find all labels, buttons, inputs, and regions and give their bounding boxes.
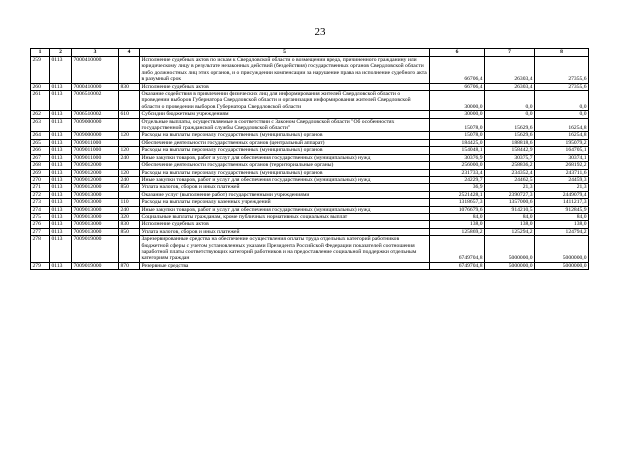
description-cell: Социальные выплаты гражданам, кроме публичных нормативных социальных выплат xyxy=(140,213,430,220)
amount-year3-cell: 5000000,0 xyxy=(535,262,589,269)
amount-year2-cell: 15629,6 xyxy=(485,118,535,132)
row-number-cell: 273 xyxy=(31,199,50,206)
table-row xyxy=(31,206,589,213)
amount-year2-cell: 5000000,0 xyxy=(485,262,535,269)
description-cell: Расходы на выплаты персоналу казенных учреждений xyxy=(140,199,430,206)
description-cell: Уплата налогов, сборов и иных платежей xyxy=(140,184,430,191)
row-number-cell: 277 xyxy=(31,228,50,235)
expense-type-cell: 240 xyxy=(119,176,140,183)
amount-year1-cell: 30376,9 xyxy=(430,154,485,161)
amount-year3-cell: 16254,8 xyxy=(535,132,589,139)
target-code-cell: 7009000000 xyxy=(72,132,119,139)
table-row xyxy=(31,184,589,191)
row-number-cell: 259 xyxy=(31,57,50,84)
table-row xyxy=(31,221,589,228)
amount-year1-cell: 1076679,6 xyxy=(430,206,485,213)
row-number-cell: 261 xyxy=(31,91,50,111)
amount-year2-cell: 26303,4 xyxy=(485,57,535,84)
amount-year1-cell: 24229,7 xyxy=(430,176,485,183)
amount-year1-cell: 1318657,3 xyxy=(430,199,485,206)
table-row xyxy=(31,154,589,161)
amount-year1-cell: 2521428,1 xyxy=(430,191,485,198)
amount-year2-cell: 188818,6 xyxy=(485,139,535,146)
section-code-cell: 0113 xyxy=(50,206,72,213)
description-cell: Расходы на выплаты персоналу государственных (муниципальных) органов xyxy=(140,169,430,176)
row-number-cell: 271 xyxy=(31,184,50,191)
column-header: 7 xyxy=(485,49,535,57)
amount-year2-cell: 158442,9 xyxy=(485,147,535,154)
header-row xyxy=(31,49,589,57)
amount-year2-cell: 0,0 xyxy=(485,91,535,111)
expense-type-cell: 850 xyxy=(119,228,140,235)
target-code-cell: 7009013000 xyxy=(72,199,119,206)
target-code-cell: 7009011000 xyxy=(72,154,119,161)
section-code-cell: 0113 xyxy=(50,147,72,154)
amount-year1-cell: 36,9 xyxy=(430,184,485,191)
description-cell: Исполнение судебных актов xyxy=(140,221,430,228)
expense-type-cell: 240 xyxy=(119,206,140,213)
expense-type-cell: 610 xyxy=(119,111,140,118)
amount-year2-cell: 125294,2 xyxy=(485,228,535,235)
amount-year1-cell: 138,0 xyxy=(430,221,485,228)
description-cell: Расходы на выплаты персоналу государственных (муниципальных) органов xyxy=(140,147,430,154)
section-code-cell: 0113 xyxy=(50,132,72,139)
amount-year1-cell: 84,0 xyxy=(430,213,485,220)
amount-year2-cell: 1357000,6 xyxy=(485,199,535,206)
table-row xyxy=(31,111,589,118)
amount-year3-cell: 24459,3 xyxy=(535,176,589,183)
row-number-cell: 279 xyxy=(31,262,50,269)
amount-year2-cell: 15629,6 xyxy=(485,132,535,139)
expense-type-cell: 240 xyxy=(119,154,140,161)
column-header: 6 xyxy=(430,49,485,57)
amount-year1-cell: 15078,0 xyxy=(430,118,485,132)
column-header: 2 xyxy=(50,49,72,57)
amount-year1-cell: 184425,0 xyxy=(430,139,485,146)
target-code-cell: 7000410000 xyxy=(72,83,119,90)
table-row xyxy=(31,169,589,176)
description-cell: Зарезервированные средства на обеспечение осуществления оплаты труда отдельных категорий работников бюджетной сферы с учетом установленных указами Президента Российской Федерации показателей соотношения заработной платы соответствующих категорий работников и на предоставление социальной поддержки отдельным категориям граждан xyxy=(140,236,430,263)
amount-year1-cell: 66706,4 xyxy=(430,57,485,84)
section-code-cell: 0113 xyxy=(50,236,72,263)
table-row xyxy=(31,236,589,263)
amount-year3-cell: 268192,2 xyxy=(535,162,589,169)
table-row xyxy=(31,83,589,90)
row-number-cell: 269 xyxy=(31,169,50,176)
row-number-cell: 275 xyxy=(31,213,50,220)
row-number-cell: 274 xyxy=(31,206,50,213)
amount-year1-cell: 15078,0 xyxy=(430,132,485,139)
description-cell: Исполнение судебных актов по искам к Свердловской области о возмещении вреда, причиненного гражданину или юридическому лицу в результате незаконных действий (бездействия) государственных органов Свердловской области либо должностных лиц этих органов, и о присуждении компенсации за нарушение права на исполнение судебного акта в разумный срок xyxy=(140,57,430,84)
target-code-cell: 7009019000 xyxy=(72,236,119,263)
description-cell: Расходы на выплаты персоналу государственных (муниципальных) органов xyxy=(140,132,430,139)
amount-year2-cell: 24462,5 xyxy=(485,176,535,183)
amount-year1-cell: 66706,4 xyxy=(430,83,485,90)
target-code-cell: 7009012000 xyxy=(72,169,119,176)
amount-year1-cell: 30000,0 xyxy=(430,111,485,118)
section-code-cell: 0113 xyxy=(50,162,72,169)
expense-type-cell: 120 xyxy=(119,132,140,139)
row-number-cell: 272 xyxy=(31,191,50,198)
target-code-cell: 7009013000 xyxy=(72,213,119,220)
expense-type-cell: 830 xyxy=(119,83,140,90)
target-code-cell: 7009011000 xyxy=(72,147,119,154)
expense-type-cell xyxy=(119,57,140,84)
expense-type-cell: 120 xyxy=(119,147,140,154)
table-row xyxy=(31,213,589,220)
table-row xyxy=(31,132,589,139)
target-code-cell: 7009012000 xyxy=(72,176,119,183)
section-code-cell: 0113 xyxy=(50,118,72,132)
page-number: 23 xyxy=(314,26,326,38)
expense-type-cell xyxy=(119,91,140,111)
row-number-cell: 268 xyxy=(31,162,50,169)
amount-year2-cell: 138,0 xyxy=(485,221,535,228)
expense-type-cell: 830 xyxy=(119,221,140,228)
amount-year3-cell: 164705,1 xyxy=(535,147,589,154)
section-code-cell: 0113 xyxy=(50,111,72,118)
expense-type-cell: 850 xyxy=(119,184,140,191)
table-row xyxy=(31,262,589,269)
description-cell: Иные закупки товаров, работ и услуг для обеспечения государственных (муниципальных) нужд xyxy=(140,176,430,183)
budget-table-wrapper xyxy=(30,48,588,270)
description-cell: Отдельные выплаты, осуществляемые в соответствии с Законом Свердловской области "Об особенностях государственной гражданской службы Свердловской области" xyxy=(140,118,430,132)
amount-year2-cell: 0,0 xyxy=(485,111,535,118)
amount-year3-cell: 27355,6 xyxy=(535,83,589,90)
amount-year2-cell: 30375,7 xyxy=(485,154,535,161)
section-code-cell: 0113 xyxy=(50,139,72,146)
amount-year2-cell: 234352,4 xyxy=(485,169,535,176)
target-code-cell: 7009019000 xyxy=(72,262,119,269)
row-number-cell: 265 xyxy=(31,139,50,146)
amount-year3-cell: 30374,1 xyxy=(535,154,589,161)
target-code-cell: 7009000000 xyxy=(72,118,119,132)
amount-year3-cell: 138,0 xyxy=(535,221,589,228)
description-cell: Обеспечение деятельности государственных органов (центральный аппарат) xyxy=(140,139,430,146)
expense-type-cell xyxy=(119,191,140,198)
amount-year2-cell: 21,3 xyxy=(485,184,535,191)
table-row xyxy=(31,91,589,111)
row-number-cell: 260 xyxy=(31,83,50,90)
target-code-cell: 7000410000 xyxy=(72,57,119,84)
description-cell: Иные закупки товаров, работ и услуг для обеспечения государственных (муниципальных) нужд xyxy=(140,154,430,161)
expense-type-cell: 120 xyxy=(119,169,140,176)
section-code-cell: 0113 xyxy=(50,83,72,90)
section-code-cell: 0113 xyxy=(50,176,72,183)
description-cell: Резервные средства xyxy=(140,262,430,269)
column-header: 5 xyxy=(140,49,430,57)
target-code-cell: 7009011000 xyxy=(72,139,119,146)
target-code-cell: 7009013000 xyxy=(72,228,119,235)
target-code-cell: 7009012000 xyxy=(72,162,119,169)
expense-type-cell: 110 xyxy=(119,199,140,206)
amount-year3-cell: 27355,6 xyxy=(535,57,589,84)
section-code-cell: 0113 xyxy=(50,191,72,198)
description-cell: Обеспечение деятельности государственных органов (территориальные органы) xyxy=(140,162,430,169)
description-cell: Оказание содействия в привлечении физических лиц для информирования жителей Свердловской области о проведении выборов Губернатора Свердловской области и организация информирования жителей Свердловской области о проведении выборов Губернатора Свердловской области xyxy=(140,91,430,111)
row-number-cell: 267 xyxy=(31,154,50,161)
row-number-cell: 270 xyxy=(31,176,50,183)
target-code-cell: 7006510002 xyxy=(72,91,119,111)
amount-year3-cell: 243711,6 xyxy=(535,169,589,176)
amount-year1-cell: 6749704,8 xyxy=(430,236,485,263)
row-number-cell: 276 xyxy=(31,221,50,228)
amount-year3-cell: 124794,2 xyxy=(535,228,589,235)
table-row xyxy=(31,199,589,206)
amount-year1-cell: 256000,0 xyxy=(430,162,485,169)
section-code-cell: 0113 xyxy=(50,262,72,269)
expense-type-cell: 320 xyxy=(119,213,140,220)
amount-year2-cell: 258836,2 xyxy=(485,162,535,169)
expense-type-cell xyxy=(119,139,140,146)
target-code-cell: 7009013000 xyxy=(72,191,119,198)
amount-year3-cell: 0,0 xyxy=(535,111,589,118)
amount-year3-cell: 84,0 xyxy=(535,213,589,220)
amount-year1-cell: 6749704,8 xyxy=(430,262,485,269)
amount-year3-cell: 1411217,3 xyxy=(535,199,589,206)
expense-type-cell xyxy=(119,236,140,263)
target-code-cell: 7009013000 xyxy=(72,221,119,228)
target-code-cell: 7006510002 xyxy=(72,111,119,118)
description-cell: Субсидии бюджетным учреждениям xyxy=(140,111,430,118)
amount-year2-cell: 914210,5 xyxy=(485,206,535,213)
table-row xyxy=(31,162,589,169)
amount-year3-cell: 21,3 xyxy=(535,184,589,191)
amount-year2-cell: 84,0 xyxy=(485,213,535,220)
amount-year3-cell: 16254,8 xyxy=(535,118,589,132)
row-number-cell: 264 xyxy=(31,132,50,139)
row-number-cell: 266 xyxy=(31,147,50,154)
section-code-cell: 0113 xyxy=(50,154,72,161)
budget-table xyxy=(30,48,589,270)
table-row xyxy=(31,228,589,235)
expense-type-cell: 870 xyxy=(119,262,140,269)
column-header: 8 xyxy=(535,49,589,57)
table-row xyxy=(31,57,589,84)
section-code-cell: 0113 xyxy=(50,221,72,228)
table-row xyxy=(31,147,589,154)
section-code-cell: 0113 xyxy=(50,213,72,220)
description-cell: Уплата налогов, сборов и иных платежей xyxy=(140,228,430,235)
table-row xyxy=(31,118,589,132)
table-body xyxy=(31,57,589,270)
amount-year3-cell: 195079,2 xyxy=(535,139,589,146)
amount-year3-cell: 2449079,4 xyxy=(535,191,589,198)
amount-year1-cell: 231733,4 xyxy=(430,169,485,176)
amount-year2-cell: 2390727,3 xyxy=(485,191,535,198)
description-cell: Оказание услуг (выполнение работ) государственными учреждениями xyxy=(140,191,430,198)
amount-year3-cell: 0,0 xyxy=(535,91,589,111)
amount-year1-cell: 154048,1 xyxy=(430,147,485,154)
description-cell: Исполнение судебных актов xyxy=(140,83,430,90)
amount-year2-cell: 26303,4 xyxy=(485,83,535,90)
amount-year3-cell: 912845,9 xyxy=(535,206,589,213)
table-row xyxy=(31,176,589,183)
section-code-cell: 0113 xyxy=(50,199,72,206)
expense-type-cell xyxy=(119,162,140,169)
column-header: 1 xyxy=(31,49,50,57)
table-row xyxy=(31,191,589,198)
section-code-cell: 0113 xyxy=(50,184,72,191)
target-code-cell: 7009012000 xyxy=(72,184,119,191)
row-number-cell: 262 xyxy=(31,111,50,118)
target-code-cell: 7009013000 xyxy=(72,206,119,213)
column-header: 4 xyxy=(119,49,140,57)
amount-year3-cell: 5000000,0 xyxy=(535,236,589,263)
expense-type-cell xyxy=(119,118,140,132)
table-row xyxy=(31,139,589,146)
column-header: 3 xyxy=(72,49,119,57)
row-number-cell: 263 xyxy=(31,118,50,132)
amount-year1-cell: 125869,2 xyxy=(430,228,485,235)
amount-year1-cell: 30000,0 xyxy=(430,91,485,111)
description-cell: Иные закупки товаров, работ и услуг для обеспечения государственных (муниципальных) нужд xyxy=(140,206,430,213)
section-code-cell: 0113 xyxy=(50,228,72,235)
section-code-cell: 0113 xyxy=(50,91,72,111)
section-code-cell: 0113 xyxy=(50,169,72,176)
amount-year2-cell: 5000000,0 xyxy=(485,236,535,263)
section-code-cell: 0113 xyxy=(50,57,72,84)
row-number-cell: 278 xyxy=(31,236,50,263)
